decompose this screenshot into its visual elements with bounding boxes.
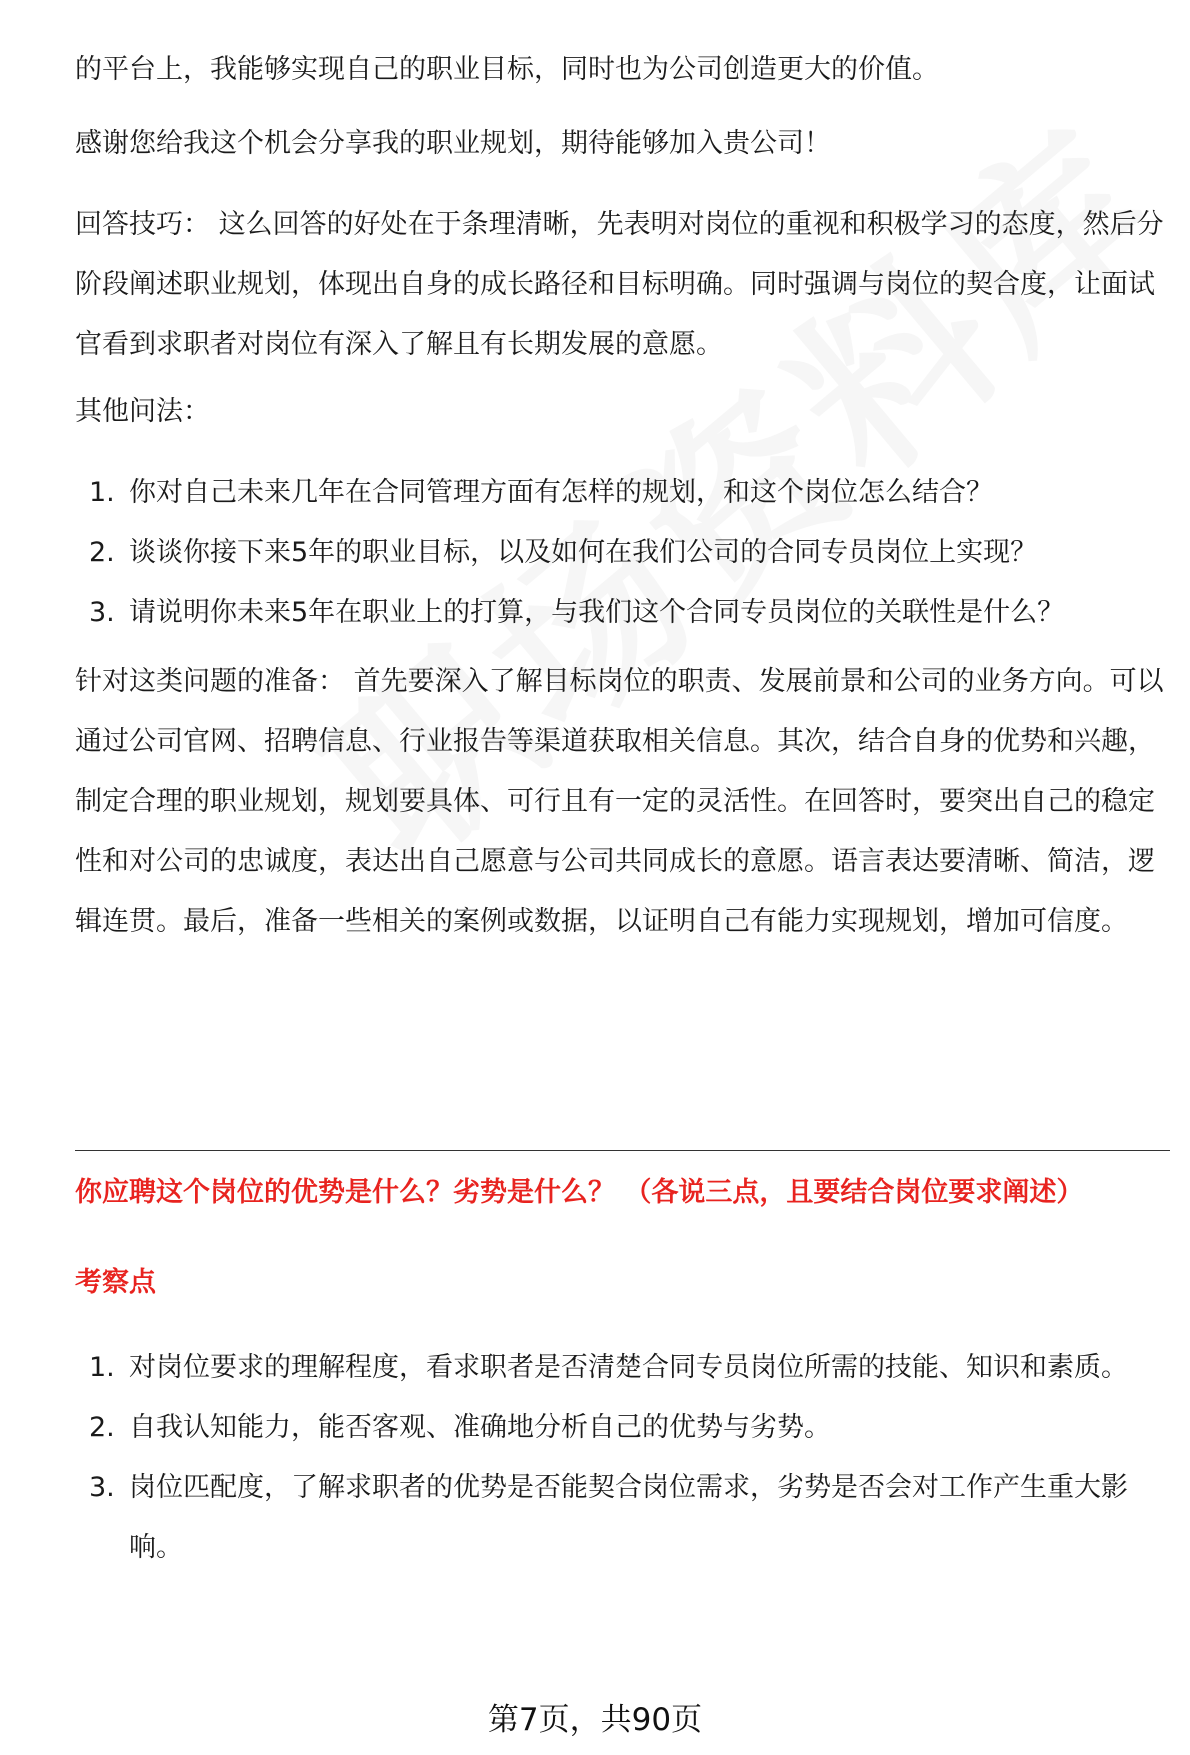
list-item-text: 岗位匹配度，了解求职者的优势是否能契合岗位需求，劣势是否会对工作产生重大影响。: [129, 1472, 1128, 1563]
paragraph-thanks: 感谢您给我这个机会分享我的职业规划，期待能够加入贵公司！: [75, 128, 831, 159]
list-item-number: 1.: [89, 477, 115, 508]
list-item: [75, 583, 1170, 643]
list-item-text: 你对自己未来几年在合同管理方面有怎样的规划，和这个岗位怎么结合？: [129, 477, 993, 508]
paragraph-other-questions-label: 其他问法：: [75, 396, 210, 427]
list-item-number: 1.: [89, 1352, 115, 1383]
focus-points-list: [75, 1338, 1170, 1578]
section-divider: [75, 1150, 1170, 1151]
list-item-text: 谈谈你接下来5年的职业目标，以及如何在我们公司的合同专员岗位上实现？: [129, 537, 1038, 568]
list-item-number: 2.: [89, 537, 115, 568]
list-item: [75, 1398, 1170, 1458]
question-title: 你应聘这个岗位的优势是什么？劣势是什么？ （各说三点，且要结合岗位要求阐述）: [75, 1177, 1084, 1208]
other-questions-list: [75, 463, 1170, 643]
list-item-number: 2.: [89, 1412, 115, 1443]
list-item: [75, 463, 1170, 523]
list-item-number: 3.: [89, 597, 115, 628]
paragraph-continuation: 的平台上，我能够实现自己的职业目标，同时也为公司创造更大的价值。: [75, 54, 939, 85]
page-number: 第7页，共90页: [487, 1702, 703, 1738]
paragraph-preparation: 针对这类问题的准备： 首先要深入了解目标岗位的职责、发展前景和公司的业务方向。可以通过公司官网、招聘信息、行业报告等渠道获取相关信息。其次，结合自身的优势和兴趣，制定合理的职业规划，规划要具体、可行且有一定的灵活性。在回答时，要突出自己的稳定性和对公司的忠诚度，表达出自己愿意与公司共同成长的意愿。语言表达要清晰、简洁，逻辑连贯。最后，准备一些相关的案例或数据，以证明自己有能力实现规划，增加可信度。: [75, 666, 1164, 937]
document-page: [75, 0, 1170, 1755]
list-item-text: 请说明你未来5年在职业上的打算，与我们这个合同专员岗位的关联性是什么？: [129, 597, 1065, 628]
list-item: [75, 1338, 1170, 1398]
list-item: [75, 1458, 1170, 1578]
list-item-text: 自我认知能力，能否客观、准确地分析自己的优势与劣势。: [129, 1412, 831, 1443]
list-item: [75, 523, 1170, 583]
focus-heading: 考察点: [75, 1267, 156, 1298]
list-item-text: 对岗位要求的理解程度，看求职者是否清楚合同专员岗位所需的技能、知识和素质。: [129, 1352, 1128, 1383]
paragraph-answer-tips: 回答技巧： 这么回答的好处在于条理清晰，先表明对岗位的重视和积极学习的态度，然后分阶段阐述职业规划，体现出自身的成长路径和目标明确。同时强调与岗位的契合度，让面试官看到求职者对岗位有深入了解且有长期发展的意愿。: [75, 209, 1164, 360]
list-item-number: 3.: [89, 1472, 115, 1503]
